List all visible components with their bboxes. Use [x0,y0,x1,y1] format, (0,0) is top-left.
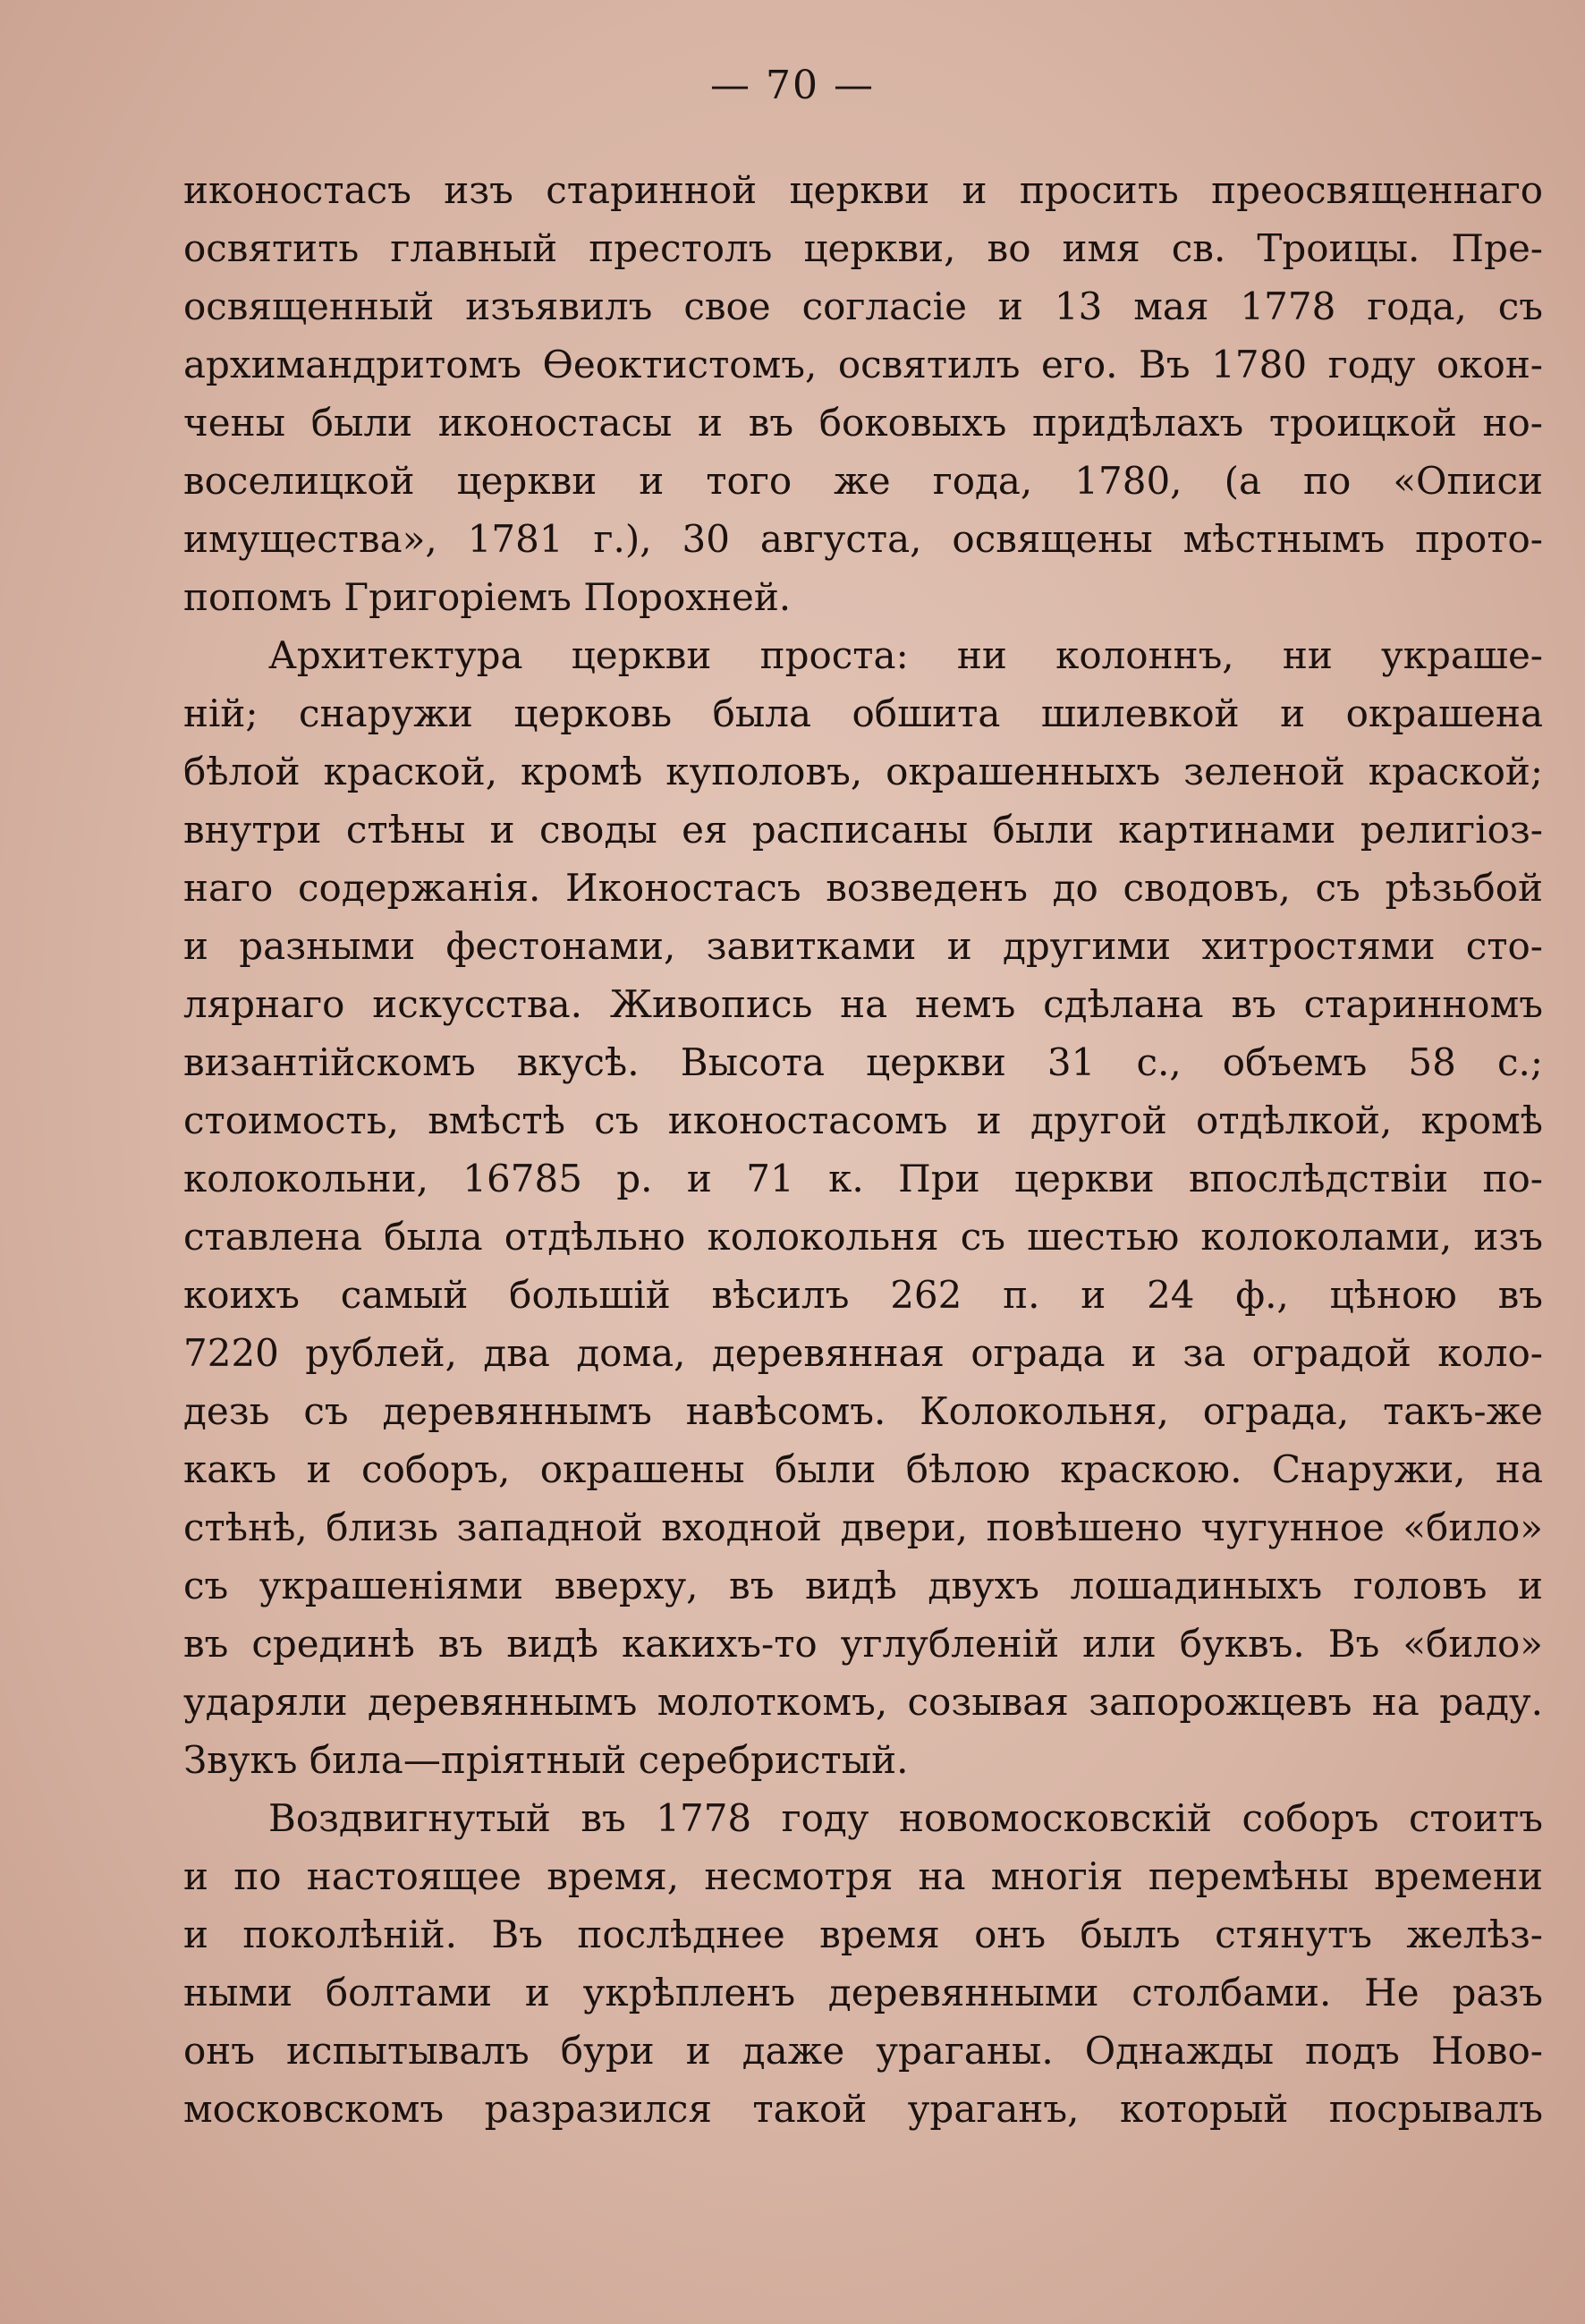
text-line: стоимость, вмѣстѣ съ иконостасомъ и другой отдѣлкой, кромѣ [183,1098,1543,1142]
text-line: и разными фестонами, завитками и другими хитростями сто- [183,924,1543,968]
text-line: архимандритомъ Ѳеоктистомъ, освятилъ его. Въ 1780 году окон- [183,343,1543,386]
text-line: съ украшеніями вверху, въ видѣ двухъ лошадиныхъ головъ и [183,1564,1543,1607]
text-line: и поколѣній. Въ послѣднее время онъ былъ стянутъ желѣз- [183,1913,1543,1956]
text-line: византійскомъ вкусѣ. Высота церкви 31 с., объемъ 58 с.; [183,1040,1543,1084]
text-line: 7220 рублей, два дома, деревянная ограда и за оградой коло- [183,1331,1543,1375]
body-text [183,161,1543,2138]
text-line: московскомъ разразился такой ураганъ, который посрывалъ [183,2087,1543,2131]
text-line: внутри стѣны и своды ея расписаны были картинами религіоз- [183,808,1543,852]
text-line: освященный изъявилъ свое согласіе и 13 мая 1778 года, съ [183,284,1543,328]
text-line: ными болтами и укрѣпленъ деревянными столбами. Не разъ [183,1971,1543,2014]
text-line: стѣнѣ, близь западной входной двери, повѣшено чугунное «било» [183,1506,1543,1549]
text-line: бѣлой краской, кромѣ куполовъ, окрашенныхъ зеленой краской; [183,750,1543,793]
text-line: попомъ Григоріемъ Порохней. [183,575,792,619]
text-line: дезь съ деревяннымъ навѣсомъ. Колокольня, ограда, такъ-же [183,1389,1543,1433]
text-line: лярнаго искусства. Живопись на немъ сдѣлана въ старинномъ [183,982,1543,1026]
text-line: Звукъ била—пріятный серебристый. [183,1738,909,1782]
text-line: ній; снаружи церковь была обшита шилевкой и окрашена [183,691,1543,735]
text-line: онъ испытывалъ бури и даже ураганы. Однажды подъ Ново- [183,2029,1543,2073]
text-line: колокольни, 16785 р. и 71 к. При церкви впослѣдствіи по- [183,1157,1543,1200]
text-line: коихъ самый большій вѣсилъ 262 п. и 24 ф., цѣною въ [183,1273,1543,1317]
paragraph-start-line: Воздвигнутый въ 1778 году новомосковскій соборъ стоитъ [268,1796,1543,1840]
text-line: какъ и соборъ, окрашены были бѣлою краскою. Снаружи, на [183,1447,1543,1491]
text-line: ударяли деревяннымъ молоткомъ, созывая запорожцевъ на раду. [183,1680,1543,1724]
text-line: чены были иконостасы и въ боковыхъ придѣлахъ троицкой но- [183,401,1543,445]
text-line: воселицкой церкви и того же года, 1780, (а по «Описи [183,459,1543,503]
text-line: наго содержанія. Иконостасъ возведенъ до сводовъ, съ рѣзьбой [183,866,1543,910]
text-line: освятить главный престолъ церкви, во имя св. Троицы. Пре- [183,226,1543,270]
text-line: имущества», 1781 г.), 30 августа, освящены мѣстнымъ прото- [183,517,1543,561]
text-line: ставлена была отдѣльно колокольня съ шестью колоколами, изъ [183,1215,1543,1259]
page-number: — 70 — [710,63,875,108]
text-line: и по настоящее время, несмотря на многія перемѣны времени [183,1854,1543,1898]
paragraph-start-line: Архитектура церкви проста: ни колоннъ, ни украше- [268,633,1543,677]
text-line: въ срединѣ въ видѣ какихъ-то углубленій или буквъ. Въ «било» [183,1622,1543,1666]
text-line: иконостасъ изъ старинной церкви и просить преосвященнаго [183,168,1543,212]
